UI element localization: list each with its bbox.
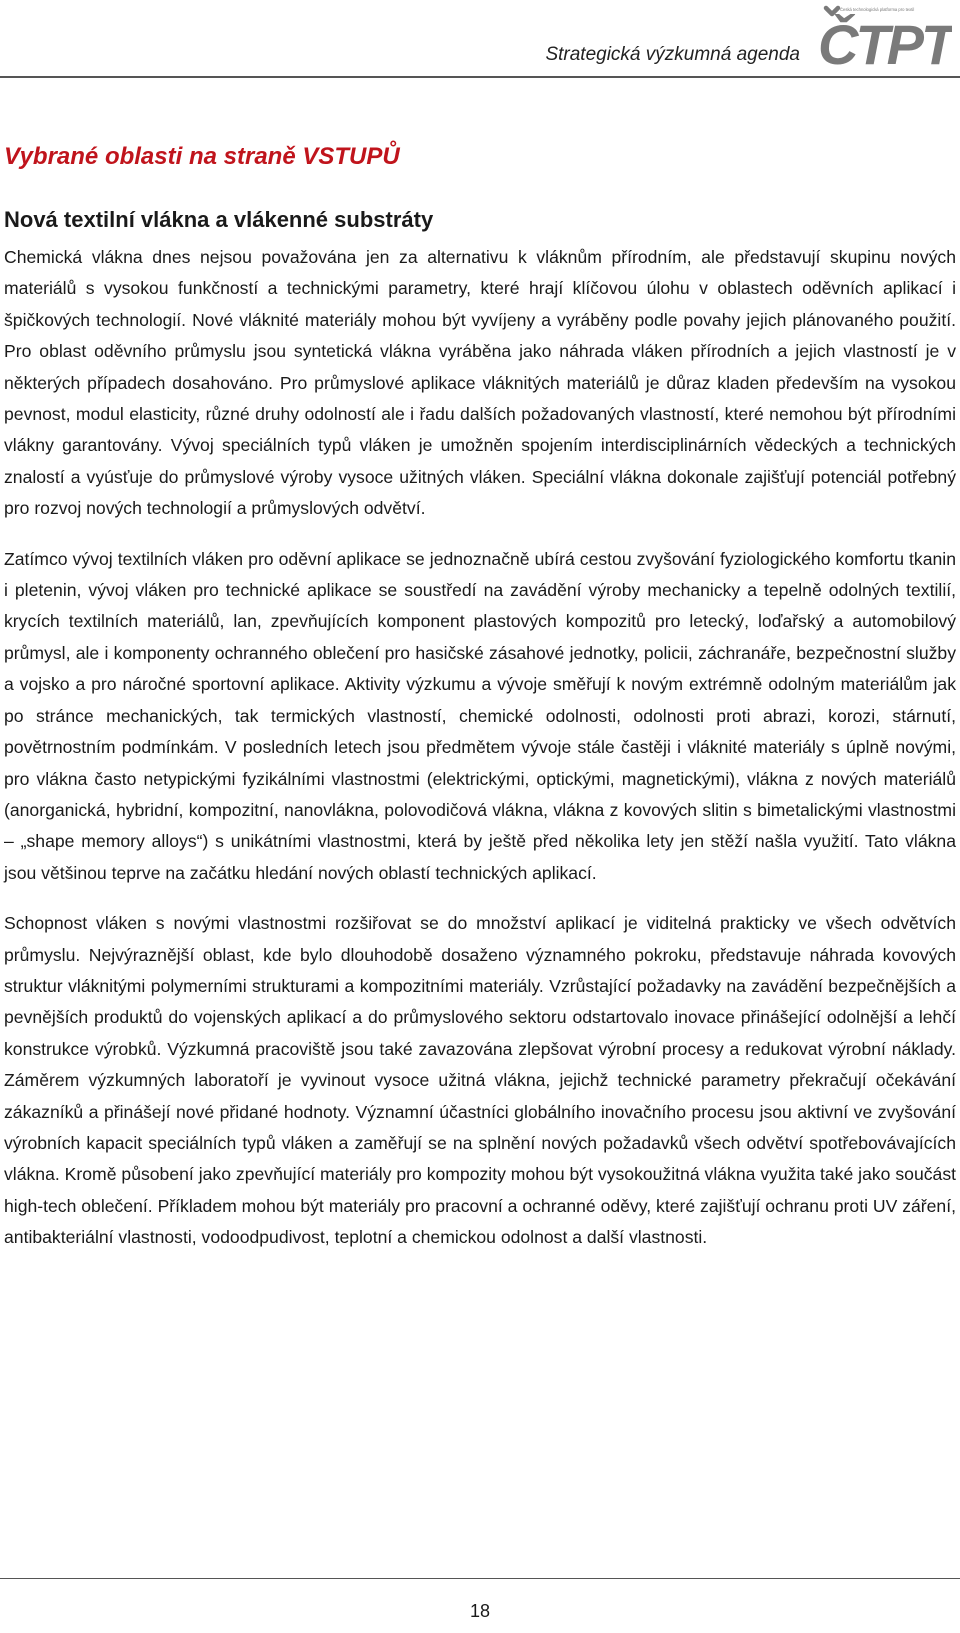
page-number: 18: [469, 1601, 491, 1621]
paragraph-3: Schopnost vláken s novými vlastnostmi rozšiřovat se do množství aplikací je viditelná prakticky ve všech odvětvích průmyslu. Nejvýraznější oblast, kde bylo dlouhodobě dosaženo významného pokroku, představuje náhrada kovových struktur vláknitými polymerními strukturami a kompozitními materiály. Vzrůstající požadavky na zavádění bezpečnějších a pevnějších produktů do vojenských aplikací a do průmyslového sektoru odstartovalo inovace přinášející odolnější a lehčí konstrukce výrobků. Výzkumná pracoviště jsou také zavazována zlepšovat výrobní procesy a redukovat výrobní náklady. Záměrem výzkumných laboratoří je vyvinout vysoce užitná vlákna, jejichž technické parametry překračují očekávání zákazníků a přinášejí nové přidané hodnoty. Významní účastníci globálního inovačního procesu jsou aktivní ve zvyšování výrobních kapacit speciálních typů vláken a zaměřují se na splnění nových požadavků všech odvětví spotřebovávajících vlákna. Kromě působení jako zpevňující materiály pro kompozity mohou být vysokoužitná vlákna využita také jako součást high-tech oblečení. Příkladem mohou být materiály pro pracovní a ochranné oděvy, které zajišťují ochranu proti UV záření, antibakteriální vlastnosti, vodoodpudivost, teplotní a chemickou odolnost a další vlastnosti.: [4, 913, 956, 1248]
paragraph-2: Zatímco vývoj textilních vláken pro oděvní aplikace se jednoznačně ubírá cestou zvyšování fyziologického komfortu tkanin i pletenin, vývoj vláken pro technické aplikace se soustředí na zavádění výroby mechanicky a tepelně odolných textilií, krycích textilních materiálů, lan, zpevňujících komponent plastových kompozitů pro letecký, loďařský a automobilový průmysl, ale i komponenty ochranného oblečení pro hasičské zásahové jednotky, policii, záchranáře, bezpečnostní služby a vojsko a pro náročné sportovní aplikace. Aktivity výzkumu a vývoje směřují k novým extrémně odolným materiálům jak po stránce mechanických, tak termických vlastností, chemické odolnosti, odolnosti proti abrazi, korozi, stárnutí, povětrnostním podmínkám. V posledních letech jsou předmětem vývoje stále častěji i vláknité materiály s úplně novými, pro vlákna často netypickými fyzikálními vlastnostmi (elektrickými, optickými, magnetickými), vlákna z nových materiálů (anorganická, hybridní, kompozitní, nanovlákna, polovodičová vlákna, vlákna z kovových slitin s bimetalickými vlastnostmi – „shape memory alloys“) s unikátními vlastnostmi, která by ještě před několika lety jen stěží našla využití. Tato vlákna jsou většinou teprve na začátku hledání nových oblastí technických aplikací.: [4, 548, 956, 883]
header-title: Strategická výzkumná agenda: [545, 44, 800, 65]
paragraph-1: Chemická vlákna dnes nejsou považována jen za alternativu k vláknům přírodním, ale představují skupinu nových materiálů s vysokou funkčností a technickými parametry, které hrají klíčovou úlohu v oblastech oděvních aplikací i špičkových technologií. Nové vláknité materiály mohou být vyvíjeny a vyráběny podle povahy jejich plánovaného použití. Pro oblast oděvního průmyslu jsou syntetická vlákna vyráběna jako náhrada vláken přírodních a jejich vlastností je v některých případech dosahováno. Pro průmyslové aplikace vláknitých materiálů je důraz kladen především na vysokou pevnost, modul elasticity, různé druhy odolností ale i řadu dalších požadovaných vlastností, které nemohou být přírodními vlákny garantovány. Vývoj speciálních typů vláken je umožněn spojením interdisciplinárních vědeckých a technických znalostí a vyúsťuje do průmyslové výroby vysoce užitných vláken. Speciální vlákna dokonale zajišťují potenciál potřebný pro rozvoj nových technologií a průmyslových odvětví.: [4, 247, 956, 519]
page-content: [4, 130, 956, 1254]
logo-tagline: Česká technologická platforma pro textil: [840, 7, 915, 12]
header-divider: [0, 76, 960, 78]
section-heading: Vybrané oblasti na straně VSTUPŮ: [4, 143, 400, 170]
page-header: [0, 0, 960, 78]
ctpt-logo-icon: [818, 4, 952, 70]
sub-heading: Nová textilní vlákna a vlákenné substráty: [4, 207, 434, 232]
footer-divider: [0, 1578, 960, 1579]
logo-text: ČTPT: [818, 13, 952, 70]
